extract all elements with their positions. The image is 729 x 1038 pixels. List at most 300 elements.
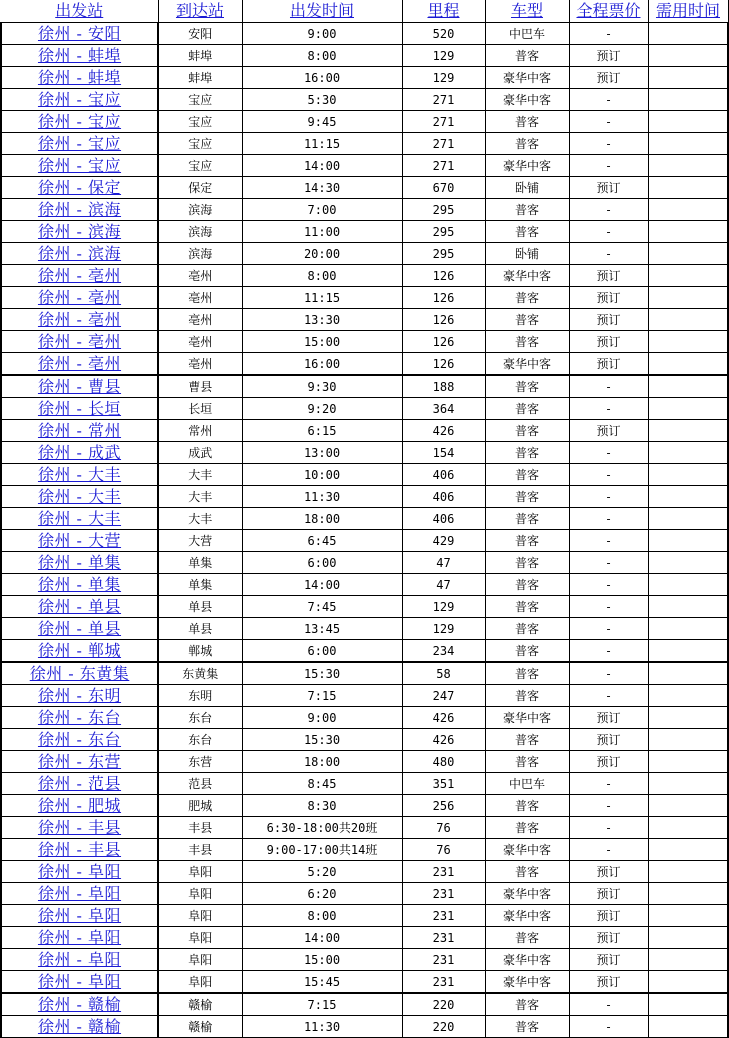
vehicle-type: 普客	[485, 221, 569, 243]
arrival-station: 宝应	[158, 89, 242, 111]
table-row	[1, 861, 728, 883]
departure-time: 13:30	[242, 309, 402, 331]
distance: 126	[402, 287, 485, 309]
table-row	[1, 265, 728, 287]
distance: 220	[402, 1016, 485, 1038]
duration	[648, 949, 728, 971]
table-row	[1, 905, 728, 927]
fare: 预订	[569, 45, 648, 67]
distance: 520	[402, 23, 485, 45]
route-link[interactable]: 徐州 - 阜阳	[1, 905, 158, 927]
duration	[648, 442, 728, 464]
distance: 406	[402, 508, 485, 530]
route-link[interactable]: 徐州 - 阜阳	[1, 927, 158, 949]
departure-time: 9:45	[242, 111, 402, 133]
distance: 271	[402, 155, 485, 177]
route-link[interactable]: 徐州 - 宝应	[1, 89, 158, 111]
arrival-station: 丰县	[158, 839, 242, 861]
arrival-station: 单县	[158, 596, 242, 618]
arrival-station: 大丰	[158, 486, 242, 508]
vehicle-type: 豪华中客	[485, 905, 569, 927]
departure-time: 9:20	[242, 398, 402, 420]
route-link[interactable]: 徐州 - 丰县	[1, 839, 158, 861]
arrival-station: 宝应	[158, 111, 242, 133]
arrival-station: 赣榆	[158, 1016, 242, 1038]
fare: -	[569, 1016, 648, 1038]
distance: 351	[402, 773, 485, 795]
arrival-station: 保定	[158, 177, 242, 199]
duration	[648, 45, 728, 67]
distance: 126	[402, 309, 485, 331]
table-row	[1, 971, 728, 994]
duration	[648, 353, 728, 376]
route-link[interactable]: 徐州 - 亳州	[1, 309, 158, 331]
fare: -	[569, 155, 648, 177]
table-row	[1, 618, 728, 640]
departure-time: 11:00	[242, 221, 402, 243]
distance: 480	[402, 751, 485, 773]
duration	[648, 67, 728, 89]
route-link[interactable]: 徐州 - 赣榆	[1, 1016, 158, 1038]
departure-time: 8:00	[242, 265, 402, 287]
vehicle-type: 普客	[485, 464, 569, 486]
fare: -	[569, 618, 648, 640]
distance: 129	[402, 45, 485, 67]
route-link[interactable]: 徐州 - 宝应	[1, 111, 158, 133]
route-link[interactable]: 徐州 - 赣榆	[1, 993, 158, 1016]
arrival-station: 阜阳	[158, 861, 242, 883]
table-row	[1, 133, 728, 155]
distance: 426	[402, 729, 485, 751]
route-link[interactable]: 徐州 - 亳州	[1, 265, 158, 287]
vehicle-type: 普客	[485, 618, 569, 640]
arrival-station: 蚌埠	[158, 67, 242, 89]
duration	[648, 309, 728, 331]
table-row	[1, 177, 728, 199]
vehicle-type: 普客	[485, 574, 569, 596]
vehicle-type: 中巴车	[485, 773, 569, 795]
duration	[648, 552, 728, 574]
departure-time: 18:00	[242, 751, 402, 773]
distance: 670	[402, 177, 485, 199]
table-row	[1, 353, 728, 376]
duration	[648, 640, 728, 663]
header-distance[interactable]: 里程	[402, 0, 485, 23]
duration	[648, 530, 728, 552]
route-link[interactable]: 徐州 - 宝应	[1, 155, 158, 177]
departure-time: 11:30	[242, 1016, 402, 1038]
table-row	[1, 508, 728, 530]
distance: 271	[402, 111, 485, 133]
distance: 129	[402, 67, 485, 89]
route-link[interactable]: 徐州 - 亳州	[1, 287, 158, 309]
route-link[interactable]: 徐州 - 东营	[1, 751, 158, 773]
route-link[interactable]: 徐州 - 阜阳	[1, 861, 158, 883]
route-link[interactable]: 徐州 - 安阳	[1, 23, 158, 45]
arrival-station: 成武	[158, 442, 242, 464]
vehicle-type: 普客	[485, 640, 569, 663]
distance: 231	[402, 971, 485, 994]
route-link[interactable]: 徐州 - 阜阳	[1, 883, 158, 905]
route-link[interactable]: 徐州 - 阜阳	[1, 971, 158, 994]
table-row	[1, 23, 728, 45]
duration	[648, 662, 728, 685]
arrival-station: 亳州	[158, 287, 242, 309]
fare: 预订	[569, 265, 648, 287]
vehicle-type: 普客	[485, 662, 569, 685]
route-link[interactable]: 徐州 - 丰县	[1, 817, 158, 839]
distance: 247	[402, 685, 485, 707]
arrival-station: 长垣	[158, 398, 242, 420]
header-departure-time[interactable]: 出发时间	[242, 0, 402, 23]
table-row	[1, 662, 728, 685]
fare: 预订	[569, 287, 648, 309]
route-link[interactable]: 徐州 - 肥城	[1, 795, 158, 817]
vehicle-type: 豪华中客	[485, 265, 569, 287]
arrival-station: 滨海	[158, 243, 242, 265]
duration	[648, 177, 728, 199]
route-link[interactable]: 徐州 - 蚌埠	[1, 45, 158, 67]
vehicle-type: 豪华中客	[485, 971, 569, 994]
departure-time: 13:00	[242, 442, 402, 464]
vehicle-type: 豪华中客	[485, 707, 569, 729]
fare: -	[569, 23, 648, 45]
fare: -	[569, 773, 648, 795]
route-link[interactable]: 徐州 - 蚌埠	[1, 67, 158, 89]
vehicle-type: 普客	[485, 861, 569, 883]
departure-time: 6:00	[242, 552, 402, 574]
table-row	[1, 287, 728, 309]
vehicle-type: 普客	[485, 530, 569, 552]
arrival-station: 阜阳	[158, 927, 242, 949]
route-link[interactable]: 徐州 - 单集	[1, 552, 158, 574]
route-link[interactable]: 徐州 - 亳州	[1, 331, 158, 353]
header-vehicle-type[interactable]: 车型	[485, 0, 569, 23]
arrival-station: 东黄集	[158, 662, 242, 685]
arrival-station: 肥城	[158, 795, 242, 817]
header-departure-station[interactable]: 出发站	[1, 0, 158, 23]
distance: 429	[402, 530, 485, 552]
arrival-station: 范县	[158, 773, 242, 795]
departure-time: 7:00	[242, 199, 402, 221]
distance: 234	[402, 640, 485, 663]
departure-time: 6:00	[242, 640, 402, 663]
arrival-station: 东明	[158, 685, 242, 707]
duration	[648, 265, 728, 287]
duration	[648, 486, 728, 508]
departure-time: 9:00	[242, 707, 402, 729]
vehicle-type: 豪华中客	[485, 949, 569, 971]
table-row	[1, 111, 728, 133]
duration	[648, 1016, 728, 1038]
departure-time: 7:45	[242, 596, 402, 618]
vehicle-type: 中巴车	[485, 23, 569, 45]
fare: -	[569, 398, 648, 420]
fare: 预订	[569, 927, 648, 949]
header-duration[interactable]: 需用时间	[648, 0, 728, 23]
arrival-station: 亳州	[158, 309, 242, 331]
duration	[648, 89, 728, 111]
table-row	[1, 795, 728, 817]
vehicle-type: 普客	[485, 795, 569, 817]
vehicle-type: 普客	[485, 596, 569, 618]
vehicle-type: 普客	[485, 331, 569, 353]
vehicle-type: 卧铺	[485, 177, 569, 199]
distance: 154	[402, 442, 485, 464]
table-row	[1, 67, 728, 89]
table-row	[1, 685, 728, 707]
distance: 47	[402, 552, 485, 574]
table-row	[1, 375, 728, 398]
duration	[648, 927, 728, 949]
fare: -	[569, 133, 648, 155]
departure-time: 5:20	[242, 861, 402, 883]
departure-time: 8:00	[242, 45, 402, 67]
arrival-station: 安阳	[158, 23, 242, 45]
vehicle-type: 普客	[485, 685, 569, 707]
table-row	[1, 331, 728, 353]
arrival-station: 阜阳	[158, 883, 242, 905]
distance: 231	[402, 905, 485, 927]
fare: 预订	[569, 353, 648, 376]
departure-time: 14:00	[242, 927, 402, 949]
route-link[interactable]: 徐州 - 单县	[1, 596, 158, 618]
vehicle-type: 普客	[485, 45, 569, 67]
distance: 295	[402, 199, 485, 221]
route-link[interactable]: 徐州 - 滨海	[1, 221, 158, 243]
arrival-station: 大丰	[158, 464, 242, 486]
fare: 预订	[569, 751, 648, 773]
table-row	[1, 442, 728, 464]
departure-time: 8:00	[242, 905, 402, 927]
departure-time: 11:15	[242, 287, 402, 309]
distance: 231	[402, 883, 485, 905]
table-row	[1, 155, 728, 177]
fare: -	[569, 464, 648, 486]
vehicle-type: 豪华中客	[485, 155, 569, 177]
departure-time: 13:45	[242, 618, 402, 640]
departure-time: 15:30	[242, 729, 402, 751]
duration	[648, 795, 728, 817]
route-link[interactable]: 徐州 - 东黄集	[1, 662, 158, 685]
vehicle-type: 普客	[485, 111, 569, 133]
fare: -	[569, 596, 648, 618]
distance: 406	[402, 464, 485, 486]
duration	[648, 971, 728, 994]
fare: -	[569, 199, 648, 221]
table-row	[1, 640, 728, 663]
fare: -	[569, 640, 648, 663]
fare: -	[569, 685, 648, 707]
header-arrival-station[interactable]: 到达站	[158, 0, 242, 23]
arrival-station: 常州	[158, 420, 242, 442]
arrival-station: 单县	[158, 618, 242, 640]
arrival-station: 东台	[158, 729, 242, 751]
route-link[interactable]: 徐州 - 阜阳	[1, 949, 158, 971]
duration	[648, 817, 728, 839]
distance: 76	[402, 839, 485, 861]
duration	[648, 199, 728, 221]
departure-time: 20:00	[242, 243, 402, 265]
vehicle-type: 普客	[485, 552, 569, 574]
vehicle-type: 普客	[485, 751, 569, 773]
fare: 预订	[569, 177, 648, 199]
departure-time: 11:15	[242, 133, 402, 155]
fare: -	[569, 817, 648, 839]
route-link[interactable]: 徐州 - 东台	[1, 707, 158, 729]
route-link[interactable]: 徐州 - 大丰	[1, 464, 158, 486]
departure-time: 9:00	[242, 23, 402, 45]
duration	[648, 751, 728, 773]
table-row	[1, 464, 728, 486]
duration	[648, 133, 728, 155]
duration	[648, 839, 728, 861]
duration	[648, 23, 728, 45]
fare: 预订	[569, 707, 648, 729]
route-link[interactable]: 徐州 - 范县	[1, 773, 158, 795]
route-link[interactable]: 徐州 - 保定	[1, 177, 158, 199]
arrival-station: 滨海	[158, 199, 242, 221]
arrival-station: 东营	[158, 751, 242, 773]
route-link[interactable]: 徐州 - 亳州	[1, 353, 158, 376]
distance: 126	[402, 353, 485, 376]
route-link[interactable]: 徐州 - 东台	[1, 729, 158, 751]
vehicle-type: 普客	[485, 287, 569, 309]
route-link[interactable]: 徐州 - 大丰	[1, 486, 158, 508]
duration	[648, 155, 728, 177]
departure-time: 9:30	[242, 375, 402, 398]
distance: 256	[402, 795, 485, 817]
distance: 295	[402, 243, 485, 265]
arrival-station: 郸城	[158, 640, 242, 663]
fare: 预订	[569, 309, 648, 331]
departure-time: 14:30	[242, 177, 402, 199]
route-link[interactable]: 徐州 - 滨海	[1, 243, 158, 265]
fare: -	[569, 442, 648, 464]
duration	[648, 729, 728, 751]
fare: -	[569, 89, 648, 111]
arrival-station: 滨海	[158, 221, 242, 243]
departure-time: 16:00	[242, 353, 402, 376]
duration	[648, 993, 728, 1016]
departure-time: 7:15	[242, 685, 402, 707]
distance: 426	[402, 420, 485, 442]
vehicle-type: 豪华中客	[485, 883, 569, 905]
departure-time: 8:45	[242, 773, 402, 795]
vehicle-type: 豪华中客	[485, 67, 569, 89]
arrival-station: 亳州	[158, 265, 242, 287]
route-link[interactable]: 徐州 - 单集	[1, 574, 158, 596]
duration	[648, 905, 728, 927]
vehicle-type: 普客	[485, 817, 569, 839]
departure-time: 9:00-17:00共14班	[242, 839, 402, 861]
duration	[648, 464, 728, 486]
table-row	[1, 817, 728, 839]
departure-time: 10:00	[242, 464, 402, 486]
route-link[interactable]: 徐州 - 曹县	[1, 375, 158, 398]
departure-time: 6:15	[242, 420, 402, 442]
fare: -	[569, 111, 648, 133]
table-row	[1, 883, 728, 905]
table-row	[1, 221, 728, 243]
vehicle-type: 普客	[485, 993, 569, 1016]
fare: -	[569, 795, 648, 817]
route-link[interactable]: 徐州 - 大营	[1, 530, 158, 552]
header-fare[interactable]: 全程票价	[569, 0, 648, 23]
distance: 129	[402, 596, 485, 618]
arrival-station: 宝应	[158, 133, 242, 155]
fare: -	[569, 839, 648, 861]
distance: 426	[402, 707, 485, 729]
duration	[648, 243, 728, 265]
fare: -	[569, 530, 648, 552]
departure-time: 7:15	[242, 993, 402, 1016]
duration	[648, 861, 728, 883]
vehicle-type: 普客	[485, 927, 569, 949]
distance: 406	[402, 486, 485, 508]
table-row	[1, 729, 728, 751]
table-row	[1, 530, 728, 552]
departure-time: 8:30	[242, 795, 402, 817]
vehicle-type: 普客	[485, 375, 569, 398]
table-row	[1, 773, 728, 795]
fare: -	[569, 574, 648, 596]
route-link[interactable]: 徐州 - 东明	[1, 685, 158, 707]
departure-time: 15:00	[242, 949, 402, 971]
vehicle-type: 普客	[485, 486, 569, 508]
duration	[648, 508, 728, 530]
fare: 预订	[569, 67, 648, 89]
distance: 126	[402, 331, 485, 353]
arrival-station: 东台	[158, 707, 242, 729]
duration	[648, 420, 728, 442]
distance: 47	[402, 574, 485, 596]
route-link[interactable]: 徐州 - 宝应	[1, 133, 158, 155]
distance: 58	[402, 662, 485, 685]
arrival-station: 宝应	[158, 155, 242, 177]
departure-time: 5:30	[242, 89, 402, 111]
fare: -	[569, 662, 648, 685]
distance: 231	[402, 861, 485, 883]
route-link[interactable]: 徐州 - 单县	[1, 618, 158, 640]
route-link[interactable]: 徐州 - 常州	[1, 420, 158, 442]
table-row	[1, 596, 728, 618]
route-link[interactable]: 徐州 - 滨海	[1, 199, 158, 221]
distance: 129	[402, 618, 485, 640]
table-row	[1, 45, 728, 67]
route-link[interactable]: 徐州 - 成武	[1, 442, 158, 464]
distance: 364	[402, 398, 485, 420]
table-row	[1, 420, 728, 442]
fare: 预订	[569, 971, 648, 994]
route-link[interactable]: 徐州 - 大丰	[1, 508, 158, 530]
arrival-station: 曹县	[158, 375, 242, 398]
distance: 271	[402, 89, 485, 111]
vehicle-type: 豪华中客	[485, 89, 569, 111]
duration	[648, 331, 728, 353]
table-row	[1, 574, 728, 596]
arrival-station: 阜阳	[158, 971, 242, 994]
route-link[interactable]: 徐州 - 郸城	[1, 640, 158, 663]
duration	[648, 685, 728, 707]
departure-time: 6:20	[242, 883, 402, 905]
fare: -	[569, 243, 648, 265]
vehicle-type: 普客	[485, 508, 569, 530]
departure-time: 15:00	[242, 331, 402, 353]
distance: 231	[402, 927, 485, 949]
route-link[interactable]: 徐州 - 长垣	[1, 398, 158, 420]
table-row	[1, 398, 728, 420]
